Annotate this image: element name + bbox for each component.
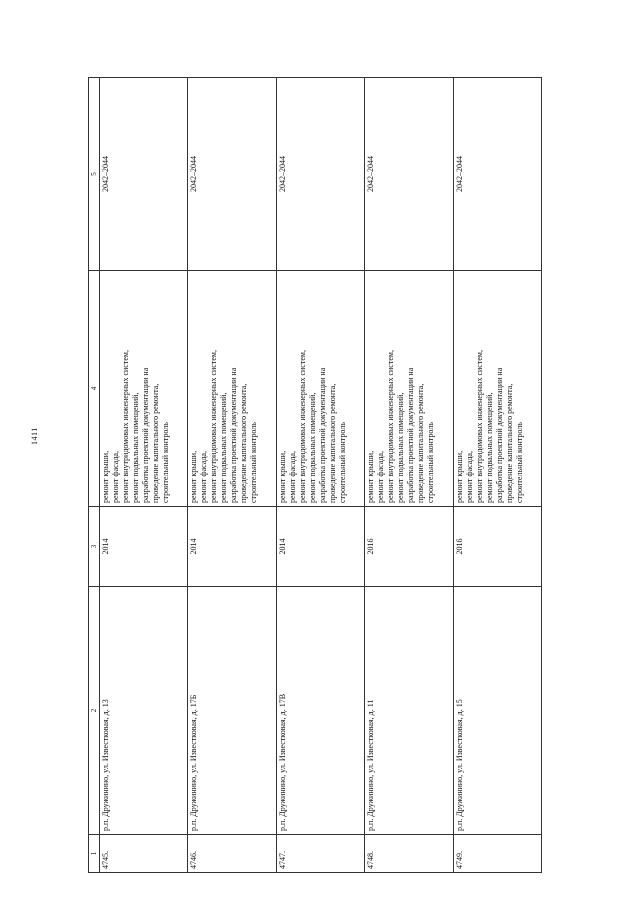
work-item: ремонт внутридомовых инженерных систем, [386,350,396,503]
work-item: ремонт подвальных помещений, [396,392,406,503]
row-year: 2016 [453,507,541,587]
work-item: строительный контроль [426,422,436,503]
repair-schedule-table [88,77,542,873]
work-item: ремонт подвальных помещений, [131,392,140,503]
table-row [276,78,364,873]
table-row [365,78,453,873]
work-item: разработка проектной документации на [229,367,239,503]
row-period: 2042–2044 [188,78,276,271]
row-period: 2042–2044 [276,78,364,271]
row-number: 4745. [100,835,188,873]
row-works [100,271,188,507]
header-col-1: 1 [89,835,100,873]
header-col-5: 5 [89,78,100,271]
row-address: р.п. Дружинино, ул. Известковая, д. 13 [100,587,188,835]
row-number: 4747. [276,835,364,873]
row-works [276,271,364,507]
row-address: р.п. Дружинино, ул. Известковая, д. 15 [453,587,541,835]
work-item: ремонт крыши, [277,450,287,503]
work-item: строительный контроль [337,422,347,503]
table-row [188,78,276,873]
work-item: ремонт крыши, [101,450,110,503]
header-row [89,78,100,873]
work-item: ремонт фасада, [111,451,120,503]
row-year: 2014 [276,507,364,587]
row-number: 4746. [188,835,276,873]
work-item: ремонт подвальных помещений, [484,392,494,503]
header-col-2: 2 [89,587,100,835]
work-item: ремонт внутридомовых инженерных систем, [121,350,130,503]
rotated-table-container [88,78,542,873]
page-number: 1411 [30,427,39,445]
row-number: 4748. [365,835,453,873]
row-address: р.п. Дружинино, ул. Известковая, д. 17В [276,587,364,835]
work-item: разработка проектной документации на [406,367,416,503]
work-item: проведение капитального ремонта, [416,383,426,503]
row-year: 2014 [100,507,188,587]
work-item: ремонт внутридомовых инженерных систем, [297,350,307,503]
work-item: строительный контроль [249,422,259,503]
header-col-4: 4 [89,271,100,507]
row-works [365,271,453,507]
work-item: ремонт внутридомовых инженерных систем, [474,350,484,503]
work-item: проведение капитального ремонта, [504,383,514,503]
work-item: проведение капитального ремонта, [151,383,160,503]
work-item: проведение капитального ремонта, [327,383,337,503]
header-col-3: 3 [89,507,100,587]
row-period: 2042–2044 [365,78,453,271]
row-address: р.п. Дружинино, ул. Известковая, д. 17Б [188,587,276,835]
work-item: проведение капитального ремонта, [239,383,249,503]
work-item: разработка проектной документации на [317,367,327,503]
table-row [453,78,541,873]
work-item: строительный контроль [514,422,524,503]
table-row [100,78,188,873]
work-item: разработка проектной документации на [494,367,504,503]
work-item: ремонт крыши, [454,450,464,503]
work-item: ремонт внутридомовых инженерных систем, [209,350,219,503]
row-works [188,271,276,507]
work-item: разработка проектной документации на [141,367,150,503]
work-item: ремонт фасада, [376,451,386,503]
work-item: строительный контроль [161,422,170,503]
row-address: р.п. Дружинино, ул. Известковая, д. 11 [365,587,453,835]
work-item: ремонт фасада, [464,451,474,503]
row-year: 2014 [188,507,276,587]
row-works [453,271,541,507]
row-period: 2042–2044 [100,78,188,271]
row-year: 2016 [365,507,453,587]
row-period: 2042–2044 [453,78,541,271]
work-item: ремонт подвальных помещений, [219,392,229,503]
row-number: 4749. [453,835,541,873]
work-item: ремонт фасада, [199,451,209,503]
work-item: ремонт подвальных помещений, [307,392,317,503]
work-item: ремонт фасада, [287,451,297,503]
work-item: ремонт крыши, [189,450,199,503]
work-item: ремонт крыши, [366,450,376,503]
